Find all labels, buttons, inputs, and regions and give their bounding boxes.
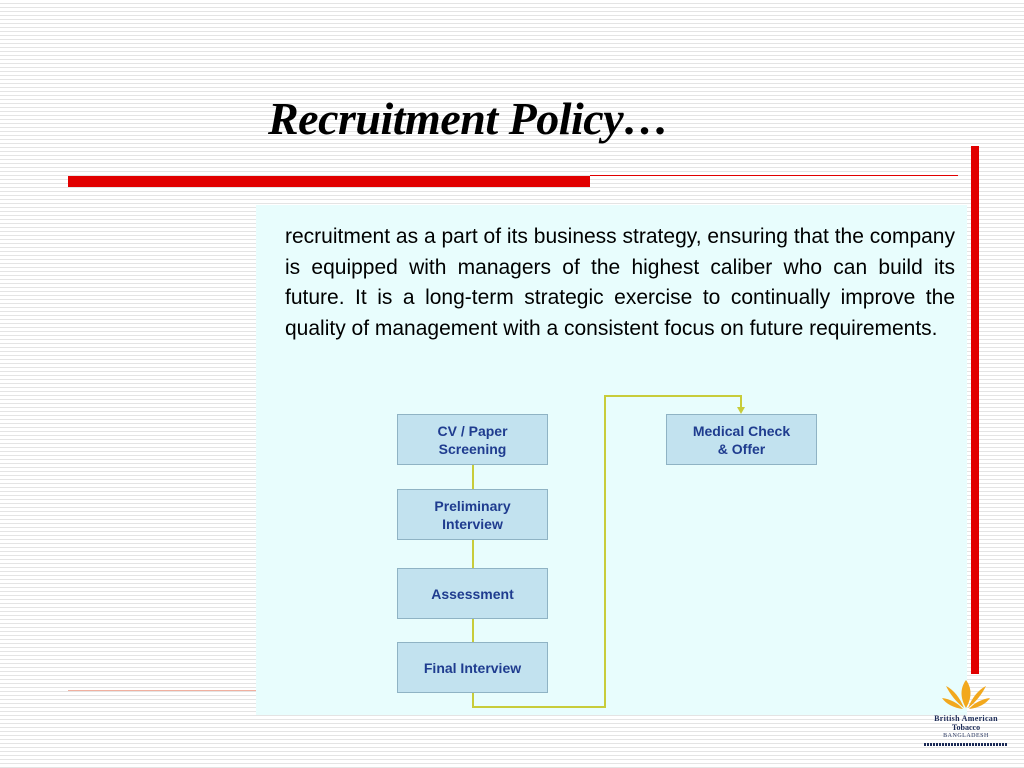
flow-step-preliminary-interview: Preliminary Interview xyxy=(397,489,548,540)
logo-text-line2: Tobacco xyxy=(951,723,981,732)
connector-arrowhead xyxy=(737,407,745,414)
logo-text-line1: British American xyxy=(934,714,998,723)
logo-text-line3: BANGLADESH xyxy=(943,733,989,739)
body-paragraph: recruitment as a part of its business strategy, ensuring that the company is equipped with managers of the highest caliber who can build its future. It is a long-term strategic exercise to continually improve the quality of management with a consistent focus on future requirements. xyxy=(285,225,955,340)
flow-step-cv-screening: CV / Paper Screening xyxy=(397,414,548,465)
logo-tagline xyxy=(924,743,1008,746)
leaf-emblem-icon xyxy=(920,678,1012,714)
flow-step-medical-check-offer: Medical Check & Offer xyxy=(666,414,817,465)
bat-logo xyxy=(920,678,1012,756)
flow-step-assessment: Assessment xyxy=(397,568,548,619)
flow-step-final-interview: Final Interview xyxy=(397,642,548,693)
slide-title: Recruitment Policy… xyxy=(268,93,669,144)
